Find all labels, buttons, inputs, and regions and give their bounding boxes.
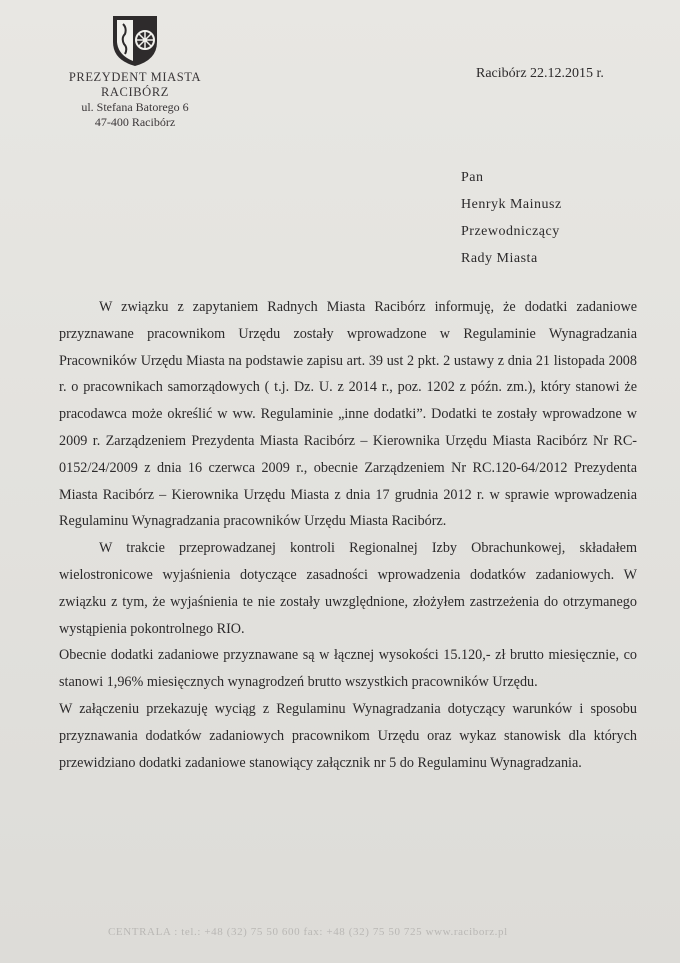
letter-body [59, 294, 637, 776]
paragraph: W związku z zapytaniem Radnych Miasta Racibórz informuję, że dodatki zadaniowe przyznawane pracownikom Urzędu zostały wprowadzone w Regulaminie Wynagradzania Pracowników Urzędu Miasta na podstawie zapisu art. 39 ust 2 pkt. 2 ustawy z dnia 21 listopada 2008 r. o pracownikach samorządowych ( t.j. Dz. U. z 2014 r., poz. 1202 z późn. zm.), który stanowi że pracodawca może określić w ww. Regulaminie „inne dodatki”. Dodatki te zostały wprowadzone w 2009 r. Zarządzeniem Prezydenta Miasta Racibórz – Kierownika Urzędu Miasta Racibórz Nr RC-0152/24/2009 z dnia 16 czerwca 2009 r., obecnie Zarządzeniem Nr RC.120-64/2012 Prezydenta Miasta Racibórz – Kierownika Urzędu Miasta z dnia 17 grudnia 2012 r. w sprawie wprowadzenia Regulaminu Wynagradzania pracowników Urzędu Miasta Racibórz. [59, 299, 637, 530]
paragraph: W załączeniu przekazuję wyciąg z Regulaminu Wynagradzania dotyczący warunków i sposobu przyznawania dodatków zadaniowych pracownikom Urzędu oraz wykaz stanowisk dla których przewidziano dodatki zadaniowe stanowiący załącznik nr 5 do Regulaminu Wynagradzania. [59, 700, 637, 771]
recipient-block [461, 164, 562, 272]
recipient-salutation: Pan [461, 170, 484, 185]
city-coat-of-arms-icon [111, 14, 159, 68]
letterhead [40, 70, 230, 130]
paragraph: W trakcie przeprowadzanej kontroli Regionalnej Izby Obrachunkowej, składałem wielostronicowe wyjaśnienia dotyczące zasadności wprowadzenia dodatków zadaniowych. W związku z tym, że wyjaśnienia te nie zostały uwzględnione, złożyłem zastrzeżenia do otrzymanego wystąpienia pokontrolnego RIO. [59, 540, 637, 637]
recipient-name: Henryk Mainusz [461, 197, 562, 212]
letter-date: Racibórz 22.12.2015 r. [476, 66, 604, 81]
letterhead-title: PREZYDENT MIASTA [68, 70, 202, 84]
letterhead-postcode: 47-400 Racibórz [94, 115, 176, 129]
letterhead-city: RACIBÓRZ [100, 85, 169, 99]
letterhead-footer: CENTRALA : tel.: +48 (32) 75 50 600 fax: +48 (32) 75 50 725 www.raciborz.pl [108, 926, 508, 938]
recipient-body: Rady Miasta [461, 251, 538, 266]
paragraph: Obecnie dodatki zadaniowe przyznawane są w łącznej wysokości 15.120,- zł brutto miesięcznie, co stanowi 1,96% miesięcznych wynagrodzeń brutto wszystkich pracowników Urzędu. [59, 647, 637, 691]
recipient-role: Przewodniczący [461, 224, 560, 239]
letterhead-street: ul. Stefana Batorego 6 [81, 100, 189, 114]
